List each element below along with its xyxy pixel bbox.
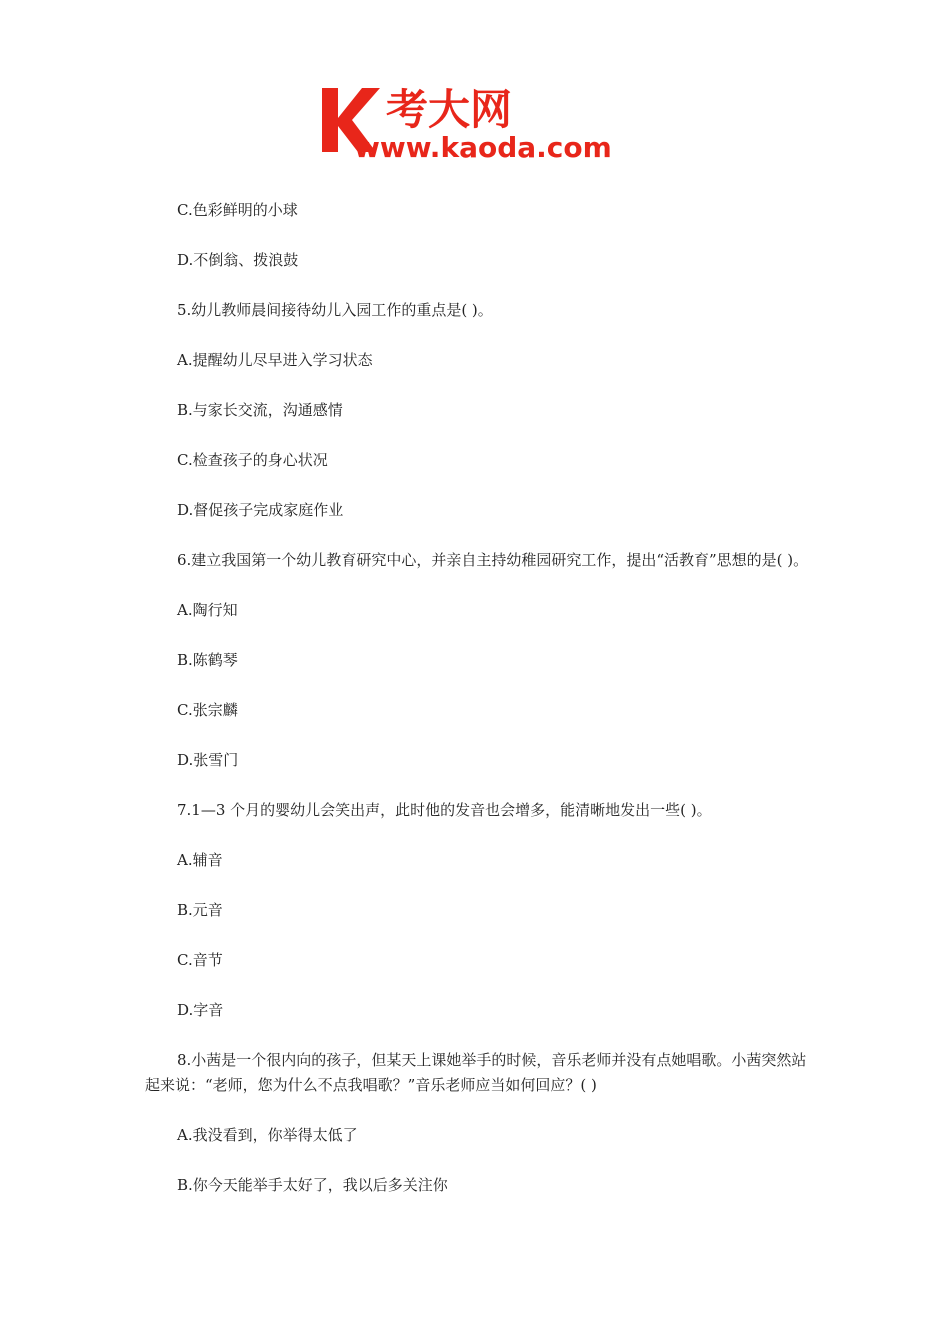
option-4d: D.不倒翁、拨浪鼓 (177, 251, 299, 269)
option-5d: D.督促孩子完成家庭作业 (177, 501, 344, 519)
option-5b: B.与家长交流，沟通感情 (177, 401, 343, 419)
option-7a: A.辅音 (177, 851, 223, 869)
option-6c: C.张宗麟 (177, 701, 238, 719)
question-content (145, 198, 810, 1223)
option-6d: D.张雪门 (177, 751, 239, 769)
option-7d: D.字音 (177, 1001, 224, 1019)
question-8: 8.小茜是一个很内向的孩子，但某天上课她举手的时候，音乐老师并没有点她唱歌。小茜突然站起来说：“老师，您为什么不点我唱歌？”音乐老师应当如何回应？( ) (145, 1051, 807, 1094)
kaoda-logo-image (318, 80, 640, 162)
logo-title: 考大网 (386, 85, 513, 134)
option-6b: B.陈鹤琴 (177, 651, 238, 669)
question-7: 7.1—3 个月的婴幼儿会笑出声，此时他的发音也会增多，能清晰地发出一些( )。 (177, 801, 712, 819)
kaoda-logo (318, 80, 640, 162)
question-6: 6.建立我国第一个幼儿教育研究中心，并亲自主持幼稚园研究工作，提出“活教育”思想的是( )。 (177, 551, 809, 569)
option-7c: C.音节 (177, 951, 223, 969)
option-7b: B.元音 (177, 901, 223, 919)
logo-url: www.kaoda.com (354, 131, 612, 162)
option-5a: A.提醒幼儿尽早进入学习状态 (177, 351, 373, 369)
question-5: 5.幼儿教师晨间接待幼儿入园工作的重点是( )。 (177, 301, 493, 319)
option-8b: B.你今天能举手太好了，我以后多关注你 (177, 1176, 448, 1194)
option-5c: C.检查孩子的身心状况 (177, 451, 328, 469)
option-6a: A.陶行知 (177, 601, 238, 619)
option-8a: A.我没看到，你举得太低了 (177, 1126, 358, 1144)
option-4c: C.色彩鲜明的小球 (177, 201, 298, 219)
